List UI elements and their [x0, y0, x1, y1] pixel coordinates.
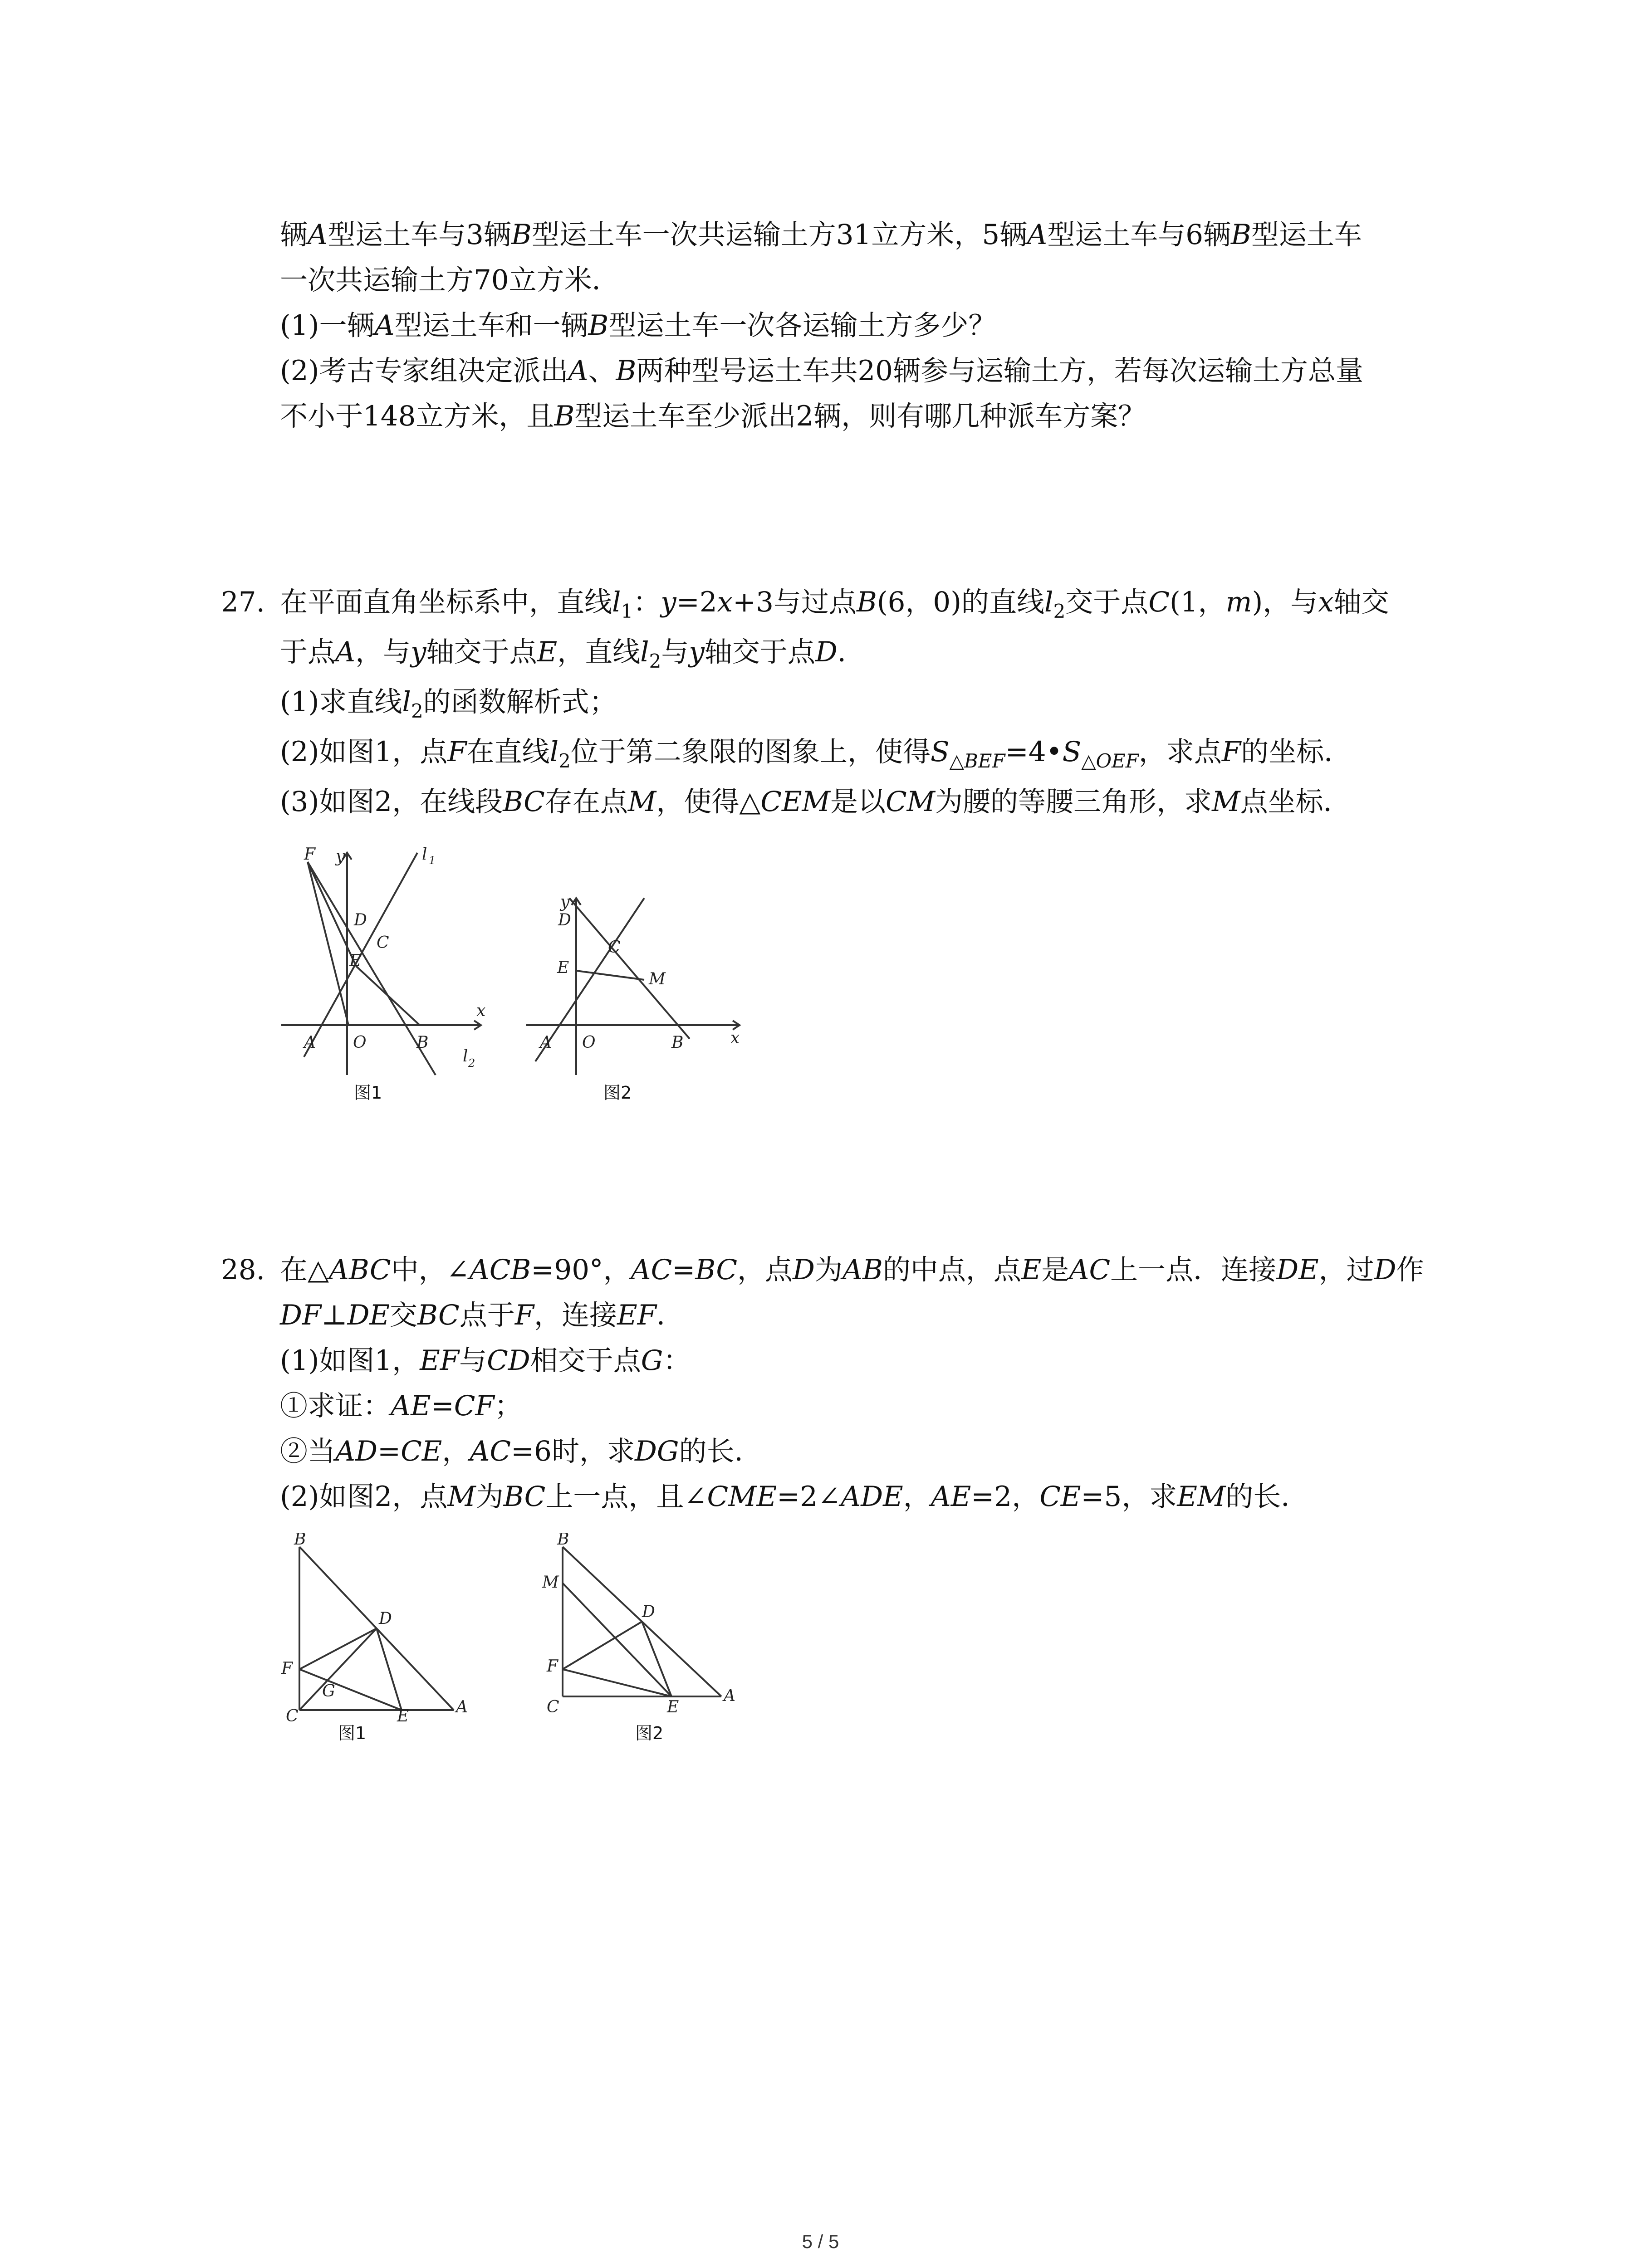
q26-line-1: 辆A型运土车与3辆B型运土车一次共运输土方31立方米，5辆A型运土车与6辆B型运土车 [280, 219, 1362, 251]
svg-text:C: C [377, 934, 389, 952]
q28-figure-2 [540, 1533, 749, 1724]
q28-part-2: (2)如图2，点M为BC上一点，且∠CME=2∠ADE，AE=2，CE=5，求EM的长． [280, 1481, 1309, 1513]
q27-part-3: (3)如图2，在线段BC存在点M，使得△CEM是以CM为腰的等腰三角形，求M点坐标． [280, 786, 1351, 818]
q28-part-1-i: ①求证：AE=CF； [280, 1390, 522, 1422]
svg-text:A: A [304, 1033, 316, 1052]
q26-line-2: 一次共运输土方70立方米． [280, 264, 620, 296]
svg-text:1: 1 [429, 854, 436, 867]
q28-line-1: 在△ABC中，∠ACB=90°，AC=BC，点D为AB的中点，点E是AC上一点．连接DE，过D作 [280, 1254, 1424, 1286]
q28-part-1: (1)如图1，EF与CD相交于点G： [280, 1344, 691, 1377]
q28-figure-2-caption: 图2 [635, 1723, 664, 1743]
q27-figure-2 [517, 889, 753, 1080]
q28-line-2: DF⊥DE交BC点于F，连接EF． [280, 1299, 684, 1331]
svg-text:2: 2 [468, 1057, 475, 1070]
svg-text:E: E [349, 952, 362, 970]
svg-text:E: E [557, 958, 569, 977]
svg-text:F: F [547, 1657, 558, 1676]
svg-text:y: y [560, 893, 570, 911]
svg-text:C: C [547, 1698, 559, 1716]
svg-text:l: l [422, 845, 427, 864]
svg-text:E: E [667, 1698, 679, 1716]
page-number: 5 / 5 [802, 2231, 839, 2252]
q28-part-1-ii: ②当AD=CE，AC=6时，求DG的长． [280, 1435, 762, 1467]
q27-part-1: (1)求直线$l_2$的函数解析式； [280, 686, 617, 722]
svg-text:F: F [304, 845, 315, 864]
svg-text:l: l [463, 1047, 468, 1066]
q26-part-2: (2)考古专家组决定派出A、B两种型号运土车共20辆参与运输土方，若每次运输土方总量 [280, 355, 1363, 387]
q28-number: 28. [221, 1254, 265, 1286]
svg-text:B: B [416, 1033, 429, 1052]
svg-text:D: D [354, 911, 367, 929]
q27-figure-1-caption: 图1 [354, 1083, 382, 1103]
svg-text:B: B [294, 1533, 306, 1549]
svg-text:O: O [353, 1033, 367, 1052]
svg-text:x: x [730, 1029, 740, 1047]
svg-text:y: y [336, 847, 345, 866]
svg-text:D: D [558, 911, 571, 929]
svg-text:D: D [379, 1609, 392, 1628]
q27-figure-1 [272, 844, 508, 1080]
svg-text:G: G [322, 1682, 335, 1701]
q27-line-1: 在平面直角坐标系中，直线$l_1$：y=2x+3与过点B(6，0)的直线$l_2$交于点C(1，m)，与x轴交 [280, 586, 1389, 622]
svg-text:E: E [397, 1707, 409, 1724]
svg-text:O: O [582, 1033, 596, 1052]
q26-part-2-cont: 不小于148立方米，且B型运土车至少派出2辆，则有哪几种派车方案？ [280, 400, 1146, 432]
svg-text:A: A [540, 1033, 552, 1052]
svg-text:D: D [642, 1603, 655, 1621]
svg-text:B: B [557, 1533, 569, 1549]
svg-text:x: x [476, 1002, 486, 1020]
svg-text:A: A [456, 1698, 468, 1716]
svg-text:M: M [542, 1573, 559, 1592]
svg-text:C: C [608, 938, 621, 957]
q27-line-2: 于点A，与y轴交于点E，直线$l_2$与y轴交于点D． [280, 636, 865, 672]
svg-text:C: C [286, 1707, 299, 1724]
q27-number: 27. [221, 586, 265, 618]
q27-part-2: (2)如图1，点F在直线$l_2$位于第二象限的图象上，使得$S_{\triangle BEF}=4•S_{\triangle OEF}$，求点F的坐标． [280, 736, 1352, 772]
svg-text:F: F [281, 1659, 293, 1678]
svg-text:A: A [724, 1686, 735, 1705]
q28-figure-1 [272, 1533, 481, 1724]
svg-text:B: B [671, 1033, 684, 1052]
q28-figure-1-caption: 图1 [338, 1723, 367, 1743]
q26-part-1: (1)一辆A型运土车和一辆B型运土车一次各运输土方多少？ [280, 309, 996, 342]
q27-figure-2-caption: 图2 [603, 1083, 632, 1103]
svg-text:M: M [649, 970, 666, 988]
